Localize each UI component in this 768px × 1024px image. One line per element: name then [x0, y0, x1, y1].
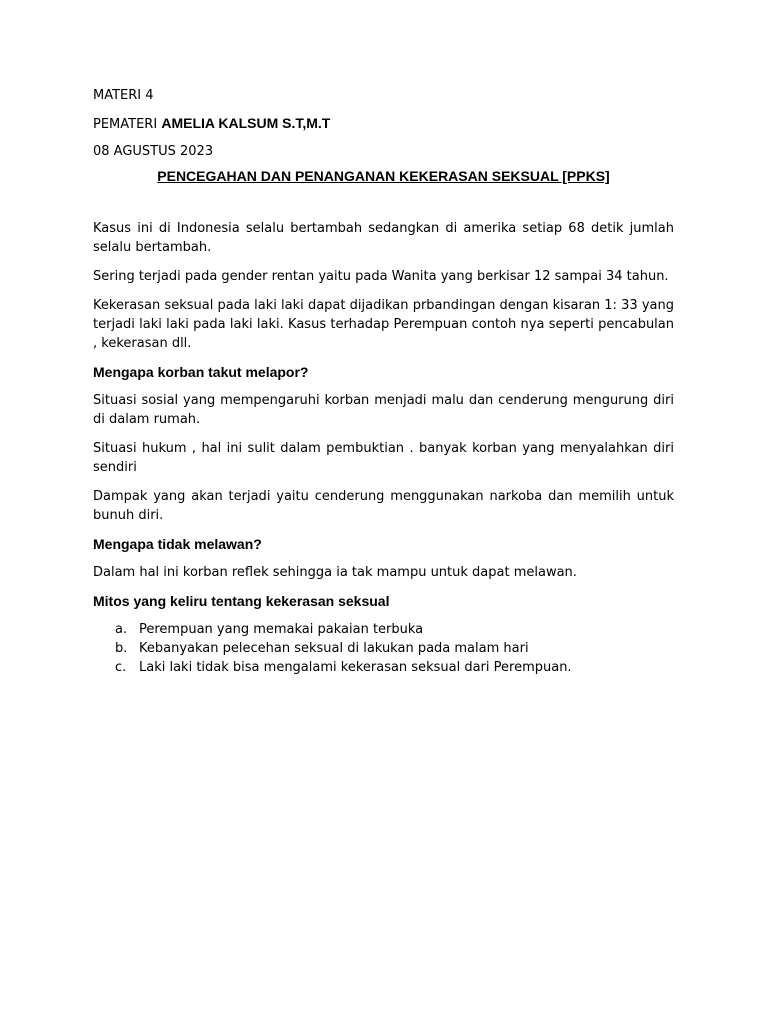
list-marker: b.: [115, 641, 128, 656]
list-item-text: Kebanyakan pelecehan seksual di lakukan pada malam hari: [139, 641, 529, 656]
pemateri-line: [93, 114, 674, 134]
intro-paragraph-3: Kekerasan seksual pada laki laki dapat dijadikan prbandingan dengan kisaran 1: 33 yang terjadi laki laki pada laki laki. Kasus terhadap Perempuan contoh nya seperti pencabulan , kekerasan dll.: [93, 298, 674, 351]
document-title: PENCEGAHAN DAN PENANGANAN KEKERASAN SEKSUAL [PPKS]: [157, 168, 610, 184]
section-heading-takut-melapor: Mengapa korban takut melapor?: [93, 364, 309, 380]
section-heading-mitos: Mitos yang keliru tentang kekerasan seksual: [93, 593, 390, 609]
list-item: [93, 658, 674, 677]
list-item: [93, 620, 674, 639]
pemateri-label: PEMATERI: [93, 117, 158, 132]
section2-paragraph-1: Dalam hal ini korban reflek sehingga ia tak mampu untuk dapat melawan.: [93, 565, 577, 580]
intro-paragraph-1: Kasus ini di Indonesia selalu bertambah sedangkan di amerika setiap 68 detik jumlah selalu bertambah.: [93, 221, 674, 255]
pemateri-name: AMELIA KALSUM S.T,M.T: [161, 115, 331, 131]
section-heading-tidak-melawan: Mengapa tidak melawan?: [93, 536, 262, 552]
list-marker: c.: [115, 660, 127, 675]
list-item-text: Perempuan yang memakai pakaian terbuka: [139, 622, 424, 637]
list-item: [93, 639, 674, 658]
document-date: 08 AGUSTUS 2023: [93, 144, 214, 159]
section1-paragraph-2: Situasi hukum , hal ini sulit dalam pembuktian . banyak korban yang menyalahkan diri sendiri: [93, 441, 674, 475]
mitos-list: [93, 620, 674, 677]
list-item-text: Laki laki tidak bisa mengalami kekerasan seksual dari Perempuan.: [139, 660, 572, 675]
intro-paragraph-2: Sering terjadi pada gender rentan yaitu pada Wanita yang berkisar 12 sampai 34 tahun.: [93, 269, 669, 284]
list-marker: a.: [115, 622, 128, 637]
section1-paragraph-1: Situasi sosial yang mempengaruhi korban menjadi malu dan cenderung mengurung diri di dalam rumah.: [93, 393, 674, 427]
section1-paragraph-3: Dampak yang akan terjadi yaitu cenderung menggunakan narkoba dan memilih untuk bunuh diri.: [93, 489, 674, 523]
materi-label: MATERI 4: [93, 88, 154, 103]
